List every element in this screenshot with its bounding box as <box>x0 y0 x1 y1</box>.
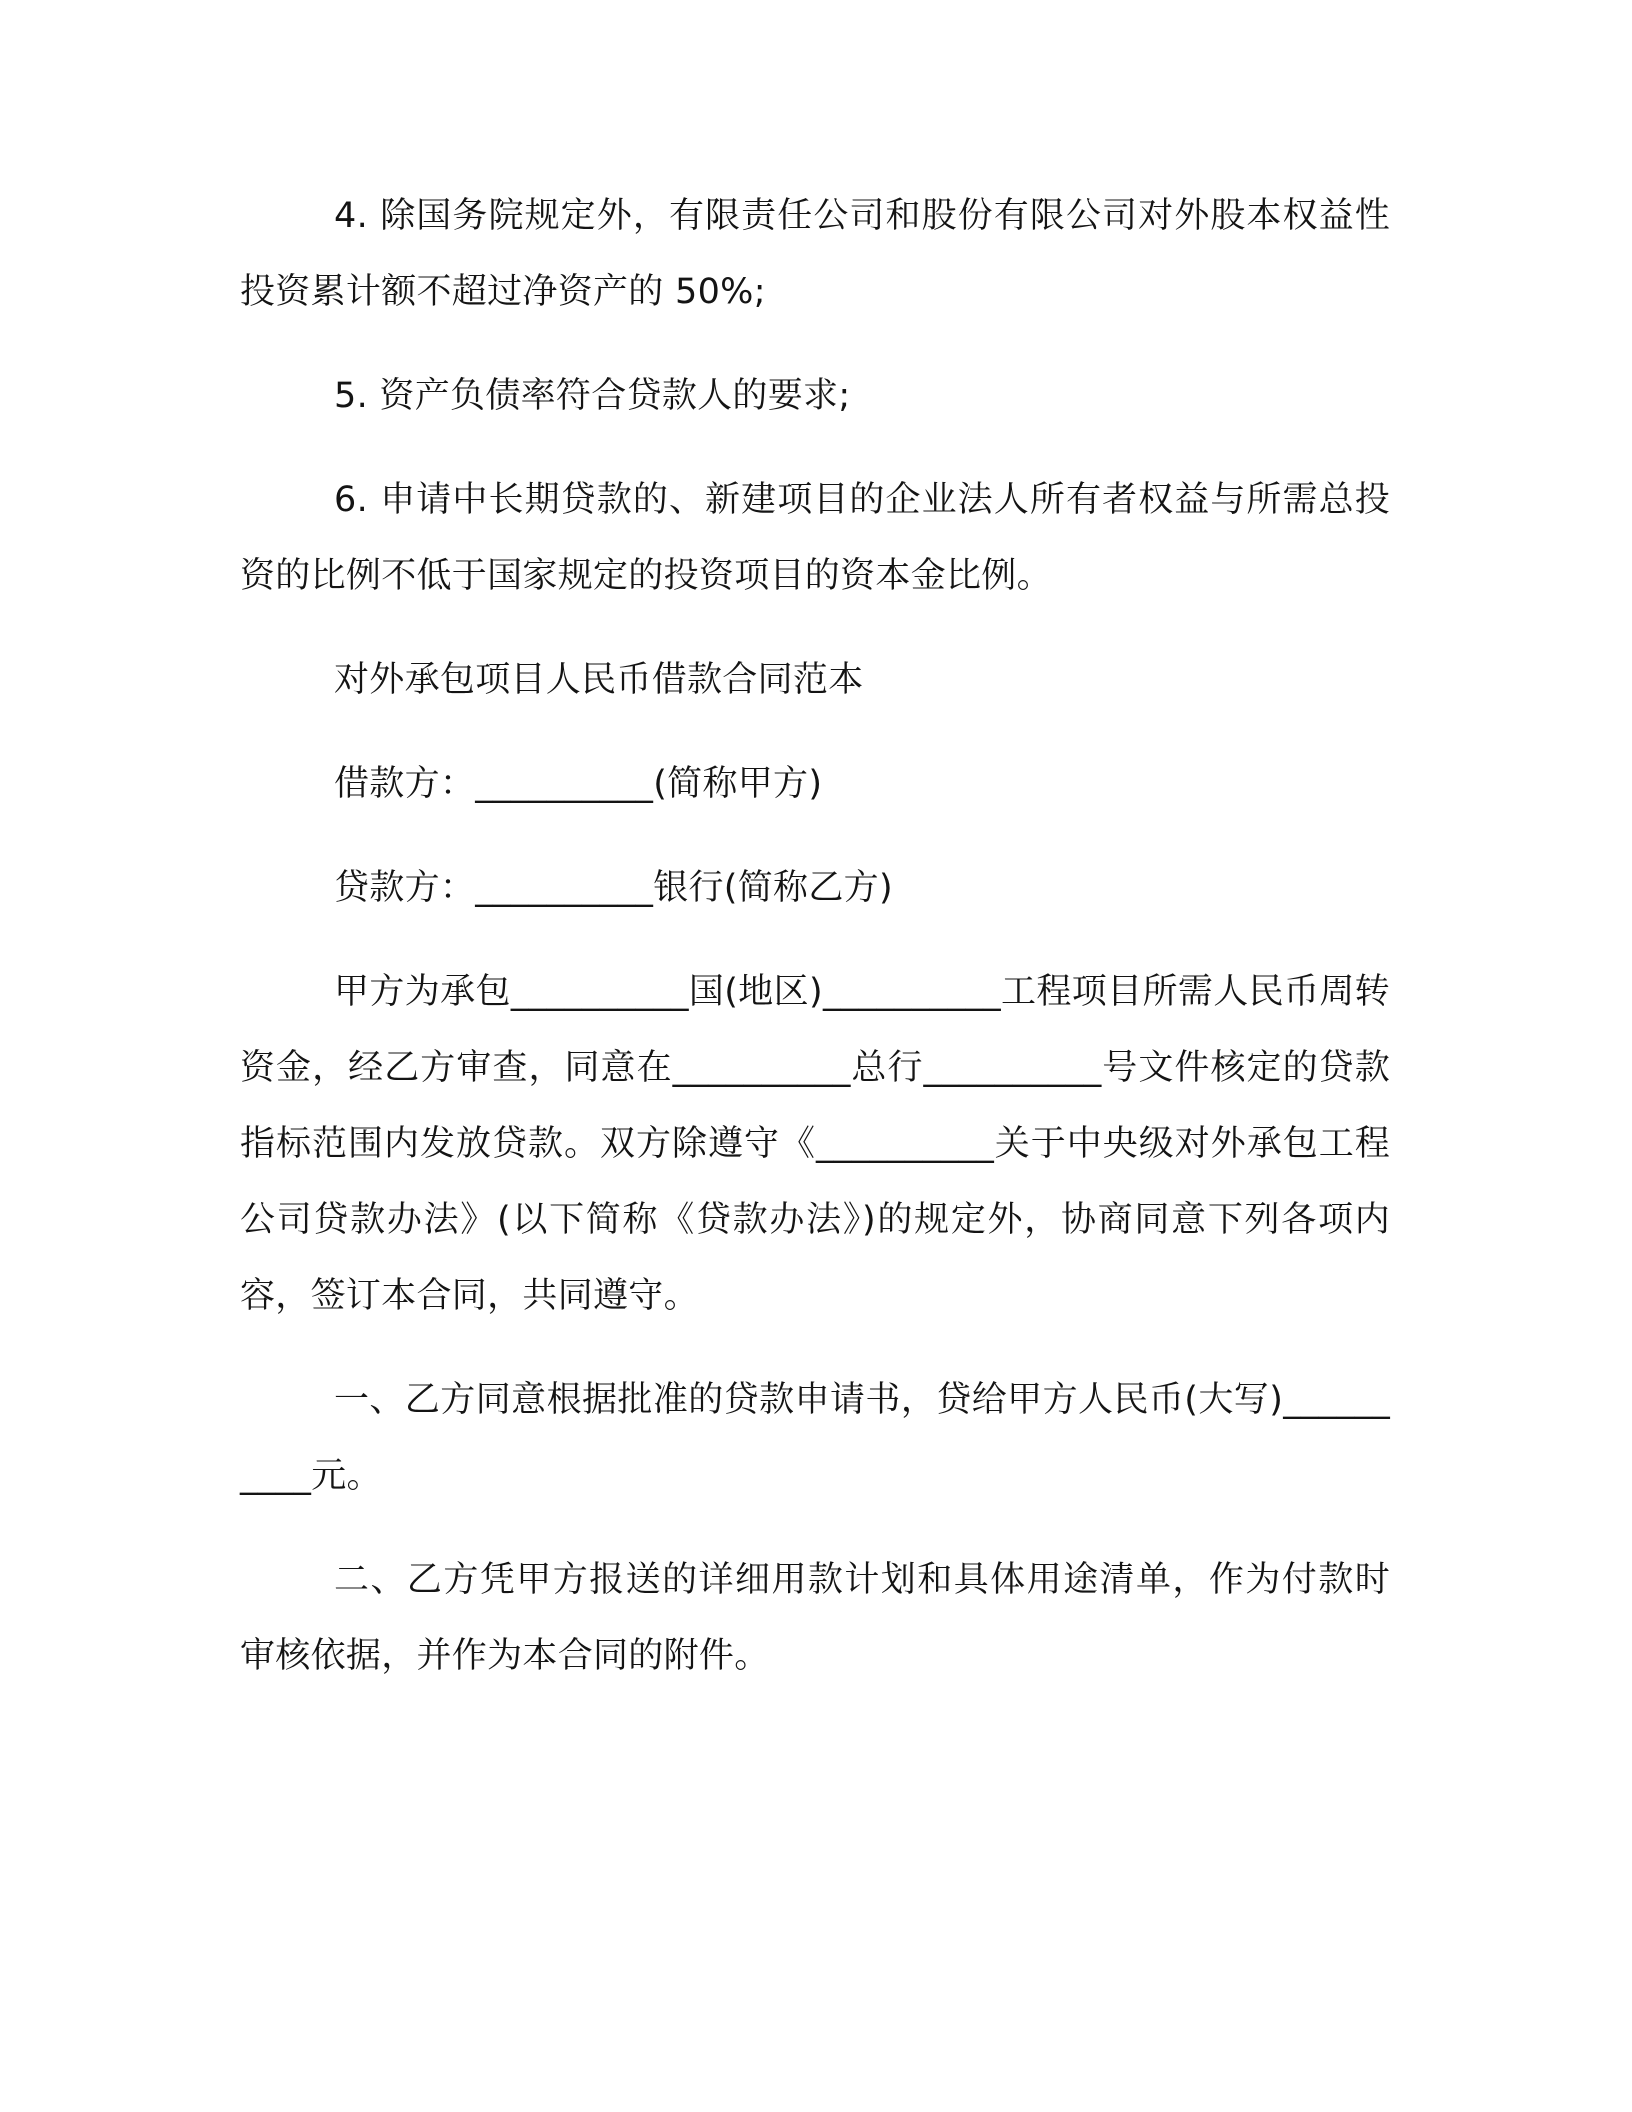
clause-one: 一、乙方同意根据批准的贷款申请书，贷给甲方人民币(大写)__________元。 <box>240 1380 1390 1496</box>
contract-title: 对外承包项目人民币借款合同范本 <box>334 660 864 700</box>
borrower-line: 借款方：__________(简称甲方) <box>334 764 823 804</box>
lender-line: 贷款方：__________银行(简称乙方) <box>334 868 893 908</box>
paragraph-item-5: 5. 资产负债率符合贷款人的要求; <box>334 376 851 416</box>
preamble-paragraph: 甲方为承包__________国(地区)__________工程项目所需人民币周转资金，经乙方审查，同意在__________总行__________号文件核定的贷款指标范围内发放贷款。双方除遵守《__________关于中央级对外承包工程公司贷款办法》(以下简称《贷款办法》)的规定外，协商同意下列各项内容，签订本合同，共同遵守。 <box>240 972 1390 1316</box>
document-page <box>240 178 1390 1722</box>
paragraph-item-6: 6. 申请中长期贷款的、新建项目的企业法人所有者权益与所需总投资的比例不低于国家规定的投资项目的资本金比例。 <box>240 480 1390 596</box>
paragraph-item-4: 4. 除国务院规定外，有限责任公司和股份有限公司对外股本权益性投资累计额不超过净资产的 50%; <box>240 196 1390 312</box>
clause-two: 二、乙方凭甲方报送的详细用款计划和具体用途清单，作为付款时审核依据，并作为本合同的附件。 <box>240 1560 1390 1676</box>
